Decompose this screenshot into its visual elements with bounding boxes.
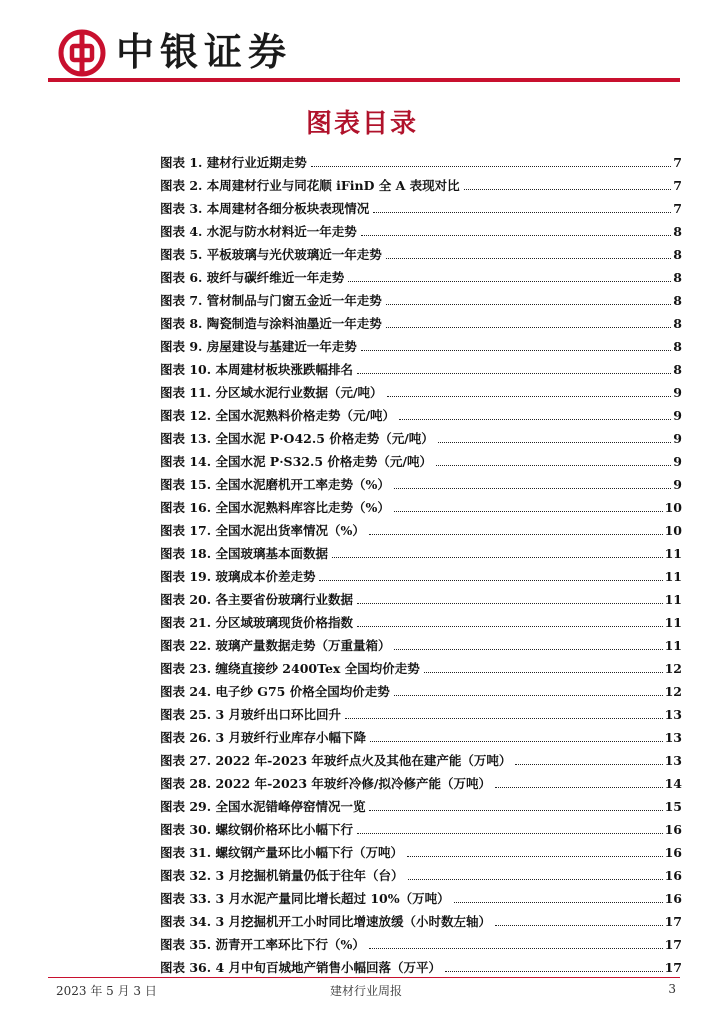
toc-entry-label: 图表 15. 全国水泥磨机开工率走势（%） xyxy=(160,477,390,492)
toc-dot-leader xyxy=(332,557,663,558)
toc-entry[interactable] xyxy=(160,887,682,910)
toc-entry-page: 8 xyxy=(673,293,682,308)
toc-dot-leader xyxy=(348,281,671,282)
toc-entry-page: 17 xyxy=(664,960,682,975)
toc-entry-label: 图表 6. 玻纤与碳纤维近一年走势 xyxy=(160,270,345,285)
toc-dot-leader xyxy=(387,396,672,397)
toc-entry[interactable] xyxy=(160,634,682,657)
toc-entry[interactable] xyxy=(160,910,682,933)
toc-entry-label: 图表 4. 水泥与防水材料近一年走势 xyxy=(160,224,357,239)
toc-entry-label: 图表 26. 3 月玻纤行业库存小幅下降 xyxy=(160,730,367,745)
toc-entry-page: 11 xyxy=(664,638,682,653)
toc-dot-leader xyxy=(495,787,663,788)
toc-entry[interactable] xyxy=(160,335,682,358)
toc-entry-page: 11 xyxy=(664,592,682,607)
toc-entry-page: 11 xyxy=(664,615,682,630)
toc-entry-page: 8 xyxy=(673,224,682,239)
toc-dot-leader xyxy=(445,971,663,972)
toc-entry-label: 图表 23. 缠绕直接纱 2400Tex 全国均价走势 xyxy=(160,661,420,676)
toc-entry-label: 图表 19. 玻璃成本价差走势 xyxy=(160,569,316,584)
toc-entry[interactable] xyxy=(160,542,682,565)
toc-entry[interactable] xyxy=(160,680,682,703)
toc-entry-page: 8 xyxy=(673,362,682,377)
toc-entry-page: 8 xyxy=(673,247,682,262)
toc-entry-page: 11 xyxy=(664,569,682,584)
toc-entry-label: 图表 7. 管材制品与门窗五金近一年走势 xyxy=(160,293,382,308)
toc-entry-label: 图表 17. 全国水泥出货率情况（%） xyxy=(160,523,365,538)
toc-entry-label: 图表 31. 螺纹钢产量环比小幅下行（万吨） xyxy=(160,845,403,860)
toc-entry[interactable] xyxy=(160,427,682,450)
toc-entry[interactable] xyxy=(160,565,682,588)
toc-entry-label: 图表 34. 3 月挖掘机开工小时同比增速放缓（小时数左轴） xyxy=(160,914,492,929)
toc-entry-page: 14 xyxy=(664,776,682,791)
toc-entry[interactable] xyxy=(160,519,682,542)
toc-entry-label: 图表 13. 全国水泥 P·O42.5 价格走势（元/吨） xyxy=(160,431,434,446)
toc-dot-leader xyxy=(373,212,671,213)
toc-dot-leader xyxy=(361,235,672,236)
toc-dot-leader xyxy=(407,856,663,857)
toc-entry-label: 图表 20. 各主要省份玻璃行业数据 xyxy=(160,592,353,607)
toc-dot-leader xyxy=(515,764,662,765)
toc-entry[interactable] xyxy=(160,657,682,680)
toc-entry-page: 13 xyxy=(664,707,682,722)
toc-dot-leader xyxy=(394,649,662,650)
toc-entry-page: 15 xyxy=(664,799,682,814)
toc-entry[interactable] xyxy=(160,772,682,795)
toc-dot-leader xyxy=(386,304,672,305)
toc-dot-leader xyxy=(319,580,662,581)
footer-divider xyxy=(48,977,680,978)
toc-entry-label: 图表 22. 玻璃产量数据走势（万重量箱） xyxy=(160,638,391,653)
toc-dot-leader xyxy=(357,833,663,834)
toc-dot-leader xyxy=(345,718,663,719)
toc-entry[interactable] xyxy=(160,312,682,335)
toc-entry-page: 16 xyxy=(664,822,682,837)
toc-entry-page: 8 xyxy=(673,339,682,354)
toc-entry[interactable] xyxy=(160,381,682,404)
toc-dot-leader xyxy=(311,166,672,167)
toc-entry-page: 12 xyxy=(664,684,682,699)
toc-dot-leader xyxy=(386,327,672,328)
toc-entry-page: 10 xyxy=(664,523,682,538)
toc-entry-label: 图表 18. 全国玻璃基本面数据 xyxy=(160,546,328,561)
toc-dot-leader xyxy=(369,948,663,949)
toc-entry[interactable] xyxy=(160,956,682,979)
page-header xyxy=(0,0,724,90)
toc-entry[interactable] xyxy=(160,864,682,887)
toc-entry[interactable] xyxy=(160,197,682,220)
footer-page-number: 3 xyxy=(668,982,676,996)
toc-entry[interactable] xyxy=(160,151,682,174)
toc-dot-leader xyxy=(370,741,663,742)
toc-entry[interactable] xyxy=(160,818,682,841)
toc-entry-page: 16 xyxy=(664,845,682,860)
toc-entry-page: 16 xyxy=(664,891,682,906)
toc-entry-label: 图表 30. 螺纹钢价格环比小幅下行 xyxy=(160,822,353,837)
toc-entry-label: 图表 14. 全国水泥 P·S32.5 价格走势（元/吨） xyxy=(160,454,432,469)
toc-dot-leader xyxy=(394,511,663,512)
toc-dot-leader xyxy=(454,902,663,903)
toc-entry-label: 图表 29. 全国水泥错峰停窑情况一览 xyxy=(160,799,366,814)
toc-dot-leader xyxy=(357,603,663,604)
toc-entry-label: 图表 28. 2022 年-2023 年玻纤冷修/拟冷修产能（万吨） xyxy=(160,776,491,791)
toc-entry[interactable] xyxy=(160,358,682,381)
toc-entry-label: 图表 24. 电子纱 G75 价格全国均价走势 xyxy=(160,684,390,699)
toc-entry[interactable] xyxy=(160,266,682,289)
toc-entry-page: 17 xyxy=(664,937,682,952)
toc-entry[interactable] xyxy=(160,703,682,726)
toc-entry-label: 图表 11. 分区域水泥行业数据（元/吨） xyxy=(160,385,383,400)
toc-title: 图表目录 xyxy=(305,109,418,139)
header-divider xyxy=(48,78,680,82)
toc-entry-label: 图表 12. 全国水泥熟料价格走势（元/吨） xyxy=(160,408,396,423)
toc-entry[interactable] xyxy=(160,473,682,496)
toc-entry-label: 图表 33. 3 月水泥产量同比增长超过 10%（万吨） xyxy=(160,891,450,906)
toc-dot-leader xyxy=(369,534,663,535)
toc-entry-page: 13 xyxy=(664,730,682,745)
toc-entry[interactable] xyxy=(160,496,682,519)
toc-entry-page: 8 xyxy=(673,316,682,331)
toc-entry[interactable] xyxy=(160,841,682,864)
toc-entry-label: 图表 1. 建材行业近期走势 xyxy=(160,155,307,170)
toc-entry-page: 12 xyxy=(664,661,682,676)
toc-dot-leader xyxy=(361,350,672,351)
footer-report-name: 建材行业周报 xyxy=(329,984,402,998)
toc-dot-leader xyxy=(436,465,671,466)
toc-entry-label: 图表 35. 沥青开工率环比下行（%） xyxy=(160,937,365,952)
toc-entry[interactable] xyxy=(160,450,682,473)
toc-entry[interactable] xyxy=(160,220,682,243)
toc-entry-page: 9 xyxy=(673,385,682,400)
toc-entry-page: 16 xyxy=(664,868,682,883)
toc-dot-leader xyxy=(438,442,671,443)
toc-entry[interactable] xyxy=(160,404,682,427)
toc-entry[interactable] xyxy=(160,749,682,772)
toc-dot-leader xyxy=(369,810,662,811)
toc-entry[interactable] xyxy=(160,243,682,266)
toc-dot-leader xyxy=(394,695,663,696)
toc-entry-page: 8 xyxy=(673,270,682,285)
toc-dot-leader xyxy=(495,925,663,926)
toc-dot-leader xyxy=(357,373,671,374)
toc-entry[interactable] xyxy=(160,726,682,749)
toc-entry-page: 13 xyxy=(664,753,682,768)
footer-date: 2023 年 5 月 3 日 xyxy=(56,984,157,998)
toc-entry-page: 7 xyxy=(673,178,682,193)
bank-of-china-logo-icon xyxy=(58,29,106,77)
toc-entry-label: 图表 25. 3 月玻纤出口环比回升 xyxy=(160,707,342,722)
toc-dot-leader xyxy=(408,879,663,880)
toc-entry[interactable] xyxy=(160,933,682,956)
toc-entry-label: 图表 32. 3 月挖掘机销量仍低于往年（台） xyxy=(160,868,404,883)
toc-entry-page: 17 xyxy=(664,914,682,929)
toc-entry-label: 图表 27. 2022 年-2023 年玻纤点火及其他在建产能（万吨） xyxy=(160,753,512,768)
toc-entry-label: 图表 36. 4 月中旬百城地产销售小幅回落（万平） xyxy=(160,960,442,975)
toc-entry[interactable] xyxy=(160,588,682,611)
table-of-contents xyxy=(160,151,682,979)
toc-entry-label: 图表 8. 陶瓷制造与涂料油墨近一年走势 xyxy=(160,316,382,331)
toc-entry-label: 图表 2. 本周建材行业与同花顺 iFinD 全 A 表现对比 xyxy=(160,178,460,193)
toc-entry-page: 7 xyxy=(673,155,682,170)
toc-dot-leader xyxy=(386,258,672,259)
toc-entry-label: 图表 9. 房屋建设与基建近一年走势 xyxy=(160,339,357,354)
toc-entry-label: 图表 5. 平板玻璃与光伏玻璃近一年走势 xyxy=(160,247,382,262)
toc-entry-label: 图表 21. 分区域玻璃现货价格指数 xyxy=(160,615,353,630)
toc-dot-leader xyxy=(424,672,663,673)
toc-entry-label: 图表 10. 本周建材板块涨跌幅排名 xyxy=(160,362,353,377)
toc-entry-page: 9 xyxy=(673,454,682,469)
toc-dot-leader xyxy=(394,488,671,489)
toc-dot-leader xyxy=(357,626,663,627)
toc-entry-page: 9 xyxy=(673,477,682,492)
toc-entry-page: 9 xyxy=(673,408,682,423)
toc-entry-page: 9 xyxy=(673,431,682,446)
toc-dot-leader xyxy=(464,189,672,190)
toc-entry-label: 图表 3. 本周建材各细分板块表现情况 xyxy=(160,201,370,216)
toc-entry-page: 11 xyxy=(664,546,682,561)
brand-name: 中银证券 xyxy=(116,29,293,74)
toc-dot-leader xyxy=(399,419,671,420)
toc-entry-page: 7 xyxy=(673,201,682,216)
page-footer xyxy=(56,982,676,1002)
toc-entry[interactable] xyxy=(160,289,682,312)
toc-entry-label: 图表 16. 全国水泥熟料库容比走势（%） xyxy=(160,500,390,515)
toc-entry-page: 10 xyxy=(664,500,682,515)
toc-entry[interactable] xyxy=(160,795,682,818)
toc-entry[interactable] xyxy=(160,174,682,197)
toc-entry[interactable] xyxy=(160,611,682,634)
